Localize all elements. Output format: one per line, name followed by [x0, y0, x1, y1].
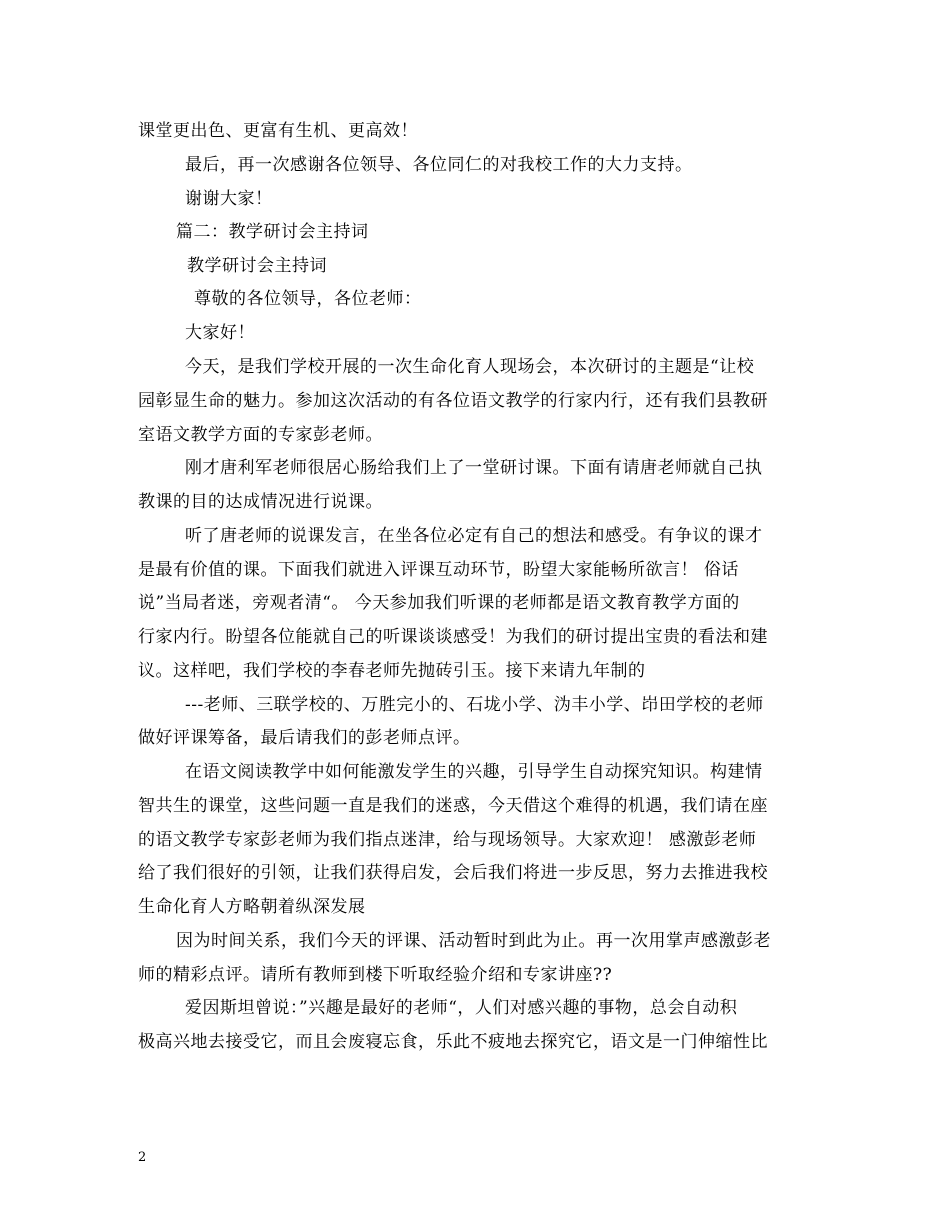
text-line: 议。这样吧，我们学校的李春老师先抛砖引玉。接下来请九年制的 [138, 661, 646, 681]
text-line: 刚才唐利军老师很居心肠给我们上了一堂研讨课。下面有请唐老师就自己执 [185, 458, 763, 478]
salutation: 尊敬的各位领导，各位老师： [194, 289, 422, 309]
text-line: 极高兴地去接受它，而且会废寝忘食，乐此不疲地去探究它，语文是一门伸缩性比 [138, 1032, 768, 1052]
section-heading: 篇二：教学研讨会主持词 [176, 222, 369, 242]
text-line: 听了唐老师的说课发言，在坐各位必定有自己的想法和感受。有争议的课才 [185, 526, 763, 546]
text-line: ---老师、三联学校的、万胜完小的、石垅小学、沩丰小学、岇田学校的老师 [185, 695, 764, 715]
text-line: 智共生的课堂，这些问题一直是我们的迷惑，今天借这个难得的机遇，我们请在座 [138, 796, 768, 816]
text-line: 说”当局者迷，旁观者清“。 今天参加我们听课的老师都是语文教育教学方面的 [138, 593, 740, 613]
text-line: 爱因斯坦曾说：”兴趣是最好的老师“，人们对感兴趣的事物，总会自动积 [185, 998, 738, 1018]
text-line: 行家内行。盼望各位能就自己的听课谈谈感受！为我们的研讨提出宝贵的看法和建 [138, 627, 768, 647]
greeting: 大家好！ [185, 323, 255, 343]
text-line: 师的精彩点评。请所有教师到楼下听取经验介绍和专家讲座?? [138, 965, 613, 985]
text-line: 因为时间关系，我们今天的评课、活动暂时到此为止。再一次用掌声感激彭老 [176, 931, 771, 951]
text-line: 生命化育人方略朝着纵深发展 [138, 897, 366, 917]
text-line: 最后，再一次感谢各位领导、各位同仁的对我校工作的大力支持。 [185, 155, 693, 175]
text-line: 课堂更出色、更富有生机、更高效！ [138, 121, 418, 141]
text-line: 教课的目的达成情况进行说课。 [138, 492, 383, 512]
text-line: 谢谢大家！ [185, 189, 273, 209]
text-line: 是最有价值的课。下面我们就进入评课互动环节，盼望大家能畅所欲言！ 俗话 [138, 560, 739, 580]
text-line: 在语文阅读教学中如何能激发学生的兴趣，引导学生自动探究知识。构建情 [185, 762, 763, 782]
text-line: 做好评课筹备，最后请我们的彭老师点评。 [138, 728, 471, 748]
text-line: 的语文教学专家彭老师为我们指点迷津，给与现场领导。大家欢迎！ 感激彭老师 [138, 830, 757, 850]
text-line: 今天，是我们学校开展的一次生命化育人现场会，本次研讨的主题是“让校 [185, 357, 755, 377]
document-title: 教学研讨会主持词 [187, 256, 327, 276]
text-line: 室语文教学方面的专家彭老师。 [138, 425, 383, 445]
page-number: 2 [138, 1150, 147, 1165]
text-line: 给了我们很好的引领，让我们获得启发，会后我们将进一步反思，努力去推进我校 [138, 863, 768, 883]
text-line: 园彰显生命的魅力。参加这次活动的有各位语文教学的行家内行，还有我们县教研 [138, 391, 768, 411]
